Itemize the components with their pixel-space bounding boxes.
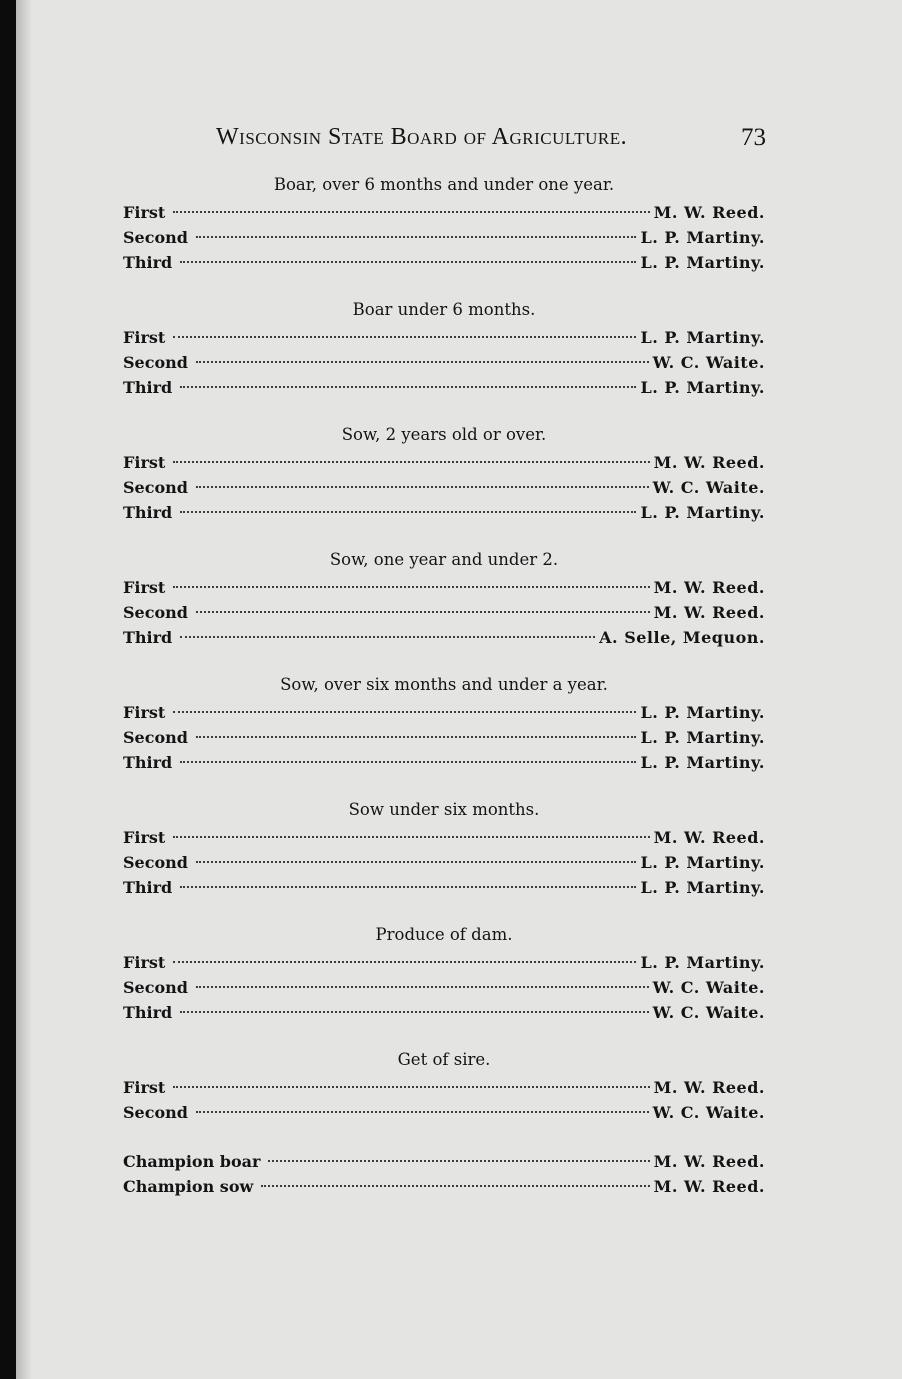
section-title: Produce of dam. bbox=[375, 925, 513, 944]
award-entry bbox=[123, 750, 765, 775]
premium-list bbox=[123, 174, 765, 1199]
dot-leader bbox=[173, 211, 649, 213]
award-place: Third bbox=[123, 1003, 173, 1022]
section-title: Get of sire. bbox=[397, 1050, 491, 1069]
award-entry bbox=[123, 825, 765, 850]
dot-leader bbox=[173, 336, 636, 338]
running-head-title: Wisconsin State Board of Agriculture. bbox=[216, 124, 628, 150]
award-place: First bbox=[123, 828, 166, 847]
award-entry bbox=[123, 500, 765, 525]
dot-leader bbox=[180, 386, 636, 388]
dot-leader bbox=[196, 611, 650, 613]
award-place: First bbox=[123, 953, 166, 972]
award-place: First bbox=[123, 453, 166, 472]
award-section bbox=[123, 674, 765, 775]
award-winner: L. P. Martiny. bbox=[640, 853, 765, 872]
award-place: Second bbox=[123, 603, 188, 622]
award-section bbox=[123, 299, 765, 400]
award-place: Second bbox=[123, 728, 188, 747]
award-place: First bbox=[123, 578, 166, 597]
award-entry bbox=[123, 700, 765, 725]
page-binding-edge bbox=[0, 0, 16, 1379]
award-entry bbox=[123, 600, 765, 625]
award-winner: M. W. Reed. bbox=[653, 828, 765, 847]
award-place: Third bbox=[123, 503, 173, 522]
award-entry bbox=[123, 1000, 765, 1025]
section-title: Sow, one year and under 2. bbox=[329, 550, 559, 569]
award-entry bbox=[123, 950, 765, 975]
section-title: Sow, over six months and under a year. bbox=[280, 675, 608, 694]
award-winner: L. P. Martiny. bbox=[640, 378, 765, 397]
champion-entry bbox=[123, 1149, 765, 1174]
dot-leader bbox=[173, 1086, 649, 1088]
dot-leader bbox=[196, 361, 649, 363]
dot-leader bbox=[196, 236, 636, 238]
champion-awards bbox=[123, 1149, 765, 1199]
section-title: Sow under six months. bbox=[348, 800, 540, 819]
dot-leader bbox=[196, 736, 636, 738]
award-place: First bbox=[123, 328, 166, 347]
award-entry bbox=[123, 450, 765, 475]
award-winner: W. C. Waite. bbox=[652, 978, 765, 997]
award-section bbox=[123, 174, 765, 275]
award-place: Third bbox=[123, 378, 173, 397]
award-place: Third bbox=[123, 753, 173, 772]
dot-leader bbox=[196, 486, 649, 488]
award-winner: L. P. Martiny. bbox=[640, 728, 765, 747]
dot-leader bbox=[268, 1160, 649, 1162]
dot-leader bbox=[180, 261, 636, 263]
dot-leader bbox=[173, 836, 649, 838]
award-entry bbox=[123, 250, 765, 275]
award-place: Second bbox=[123, 1103, 188, 1122]
award-place: Third bbox=[123, 878, 173, 897]
award-winner: M. W. Reed. bbox=[653, 1177, 765, 1196]
dot-leader bbox=[180, 636, 595, 638]
award-winner: M. W. Reed. bbox=[653, 1152, 765, 1171]
award-place: Second bbox=[123, 478, 188, 497]
award-place: Second bbox=[123, 978, 188, 997]
award-winner: W. C. Waite. bbox=[652, 1003, 765, 1022]
section-title: Boar, over 6 months and under one year. bbox=[273, 175, 615, 194]
dot-leader bbox=[180, 761, 636, 763]
section-title: Boar under 6 months. bbox=[352, 300, 536, 319]
award-winner: A. Selle, Mequon. bbox=[599, 628, 765, 647]
award-winner: L. P. Martiny. bbox=[640, 253, 765, 272]
award-section bbox=[123, 424, 765, 525]
award-entry bbox=[123, 1075, 765, 1100]
award-winner: L. P. Martiny. bbox=[640, 328, 765, 347]
award-winner: L. P. Martiny. bbox=[640, 878, 765, 897]
award-winner: M. W. Reed. bbox=[653, 1078, 765, 1097]
running-head bbox=[216, 124, 766, 158]
page-gutter-shadow bbox=[16, 0, 32, 1379]
dot-leader bbox=[196, 986, 649, 988]
award-place: Second bbox=[123, 853, 188, 872]
award-place: Second bbox=[123, 228, 188, 247]
award-winner: L. P. Martiny. bbox=[640, 753, 765, 772]
award-winner: M. W. Reed. bbox=[653, 578, 765, 597]
award-winner: L. P. Martiny. bbox=[640, 503, 765, 522]
dot-leader bbox=[180, 1011, 648, 1013]
award-winner: L. P. Martiny. bbox=[640, 953, 765, 972]
award-section bbox=[123, 799, 765, 900]
award-winner: M. W. Reed. bbox=[653, 603, 765, 622]
award-place: Third bbox=[123, 628, 173, 647]
section-title: Sow, 2 years old or over. bbox=[341, 425, 547, 444]
award-place: First bbox=[123, 703, 166, 722]
dot-leader bbox=[196, 861, 636, 863]
dot-leader bbox=[261, 1185, 649, 1187]
award-winner: M. W. Reed. bbox=[653, 453, 765, 472]
award-entry bbox=[123, 1100, 765, 1125]
award-entry bbox=[123, 350, 765, 375]
award-place: First bbox=[123, 203, 166, 222]
award-section bbox=[123, 924, 765, 1025]
award-winner: L. P. Martiny. bbox=[640, 228, 765, 247]
award-entry bbox=[123, 200, 765, 225]
dot-leader bbox=[173, 461, 649, 463]
award-winner: L. P. Martiny. bbox=[640, 703, 765, 722]
award-place: Third bbox=[123, 253, 173, 272]
dot-leader bbox=[173, 961, 636, 963]
award-entry bbox=[123, 975, 765, 1000]
award-entry bbox=[123, 475, 765, 500]
award-entry bbox=[123, 875, 765, 900]
award-section bbox=[123, 549, 765, 650]
award-place: Champion boar bbox=[123, 1152, 261, 1171]
dot-leader bbox=[180, 511, 636, 513]
award-section bbox=[123, 1049, 765, 1125]
award-winner: W. C. Waite. bbox=[652, 478, 765, 497]
award-entry bbox=[123, 575, 765, 600]
page-number: 73 bbox=[741, 124, 766, 151]
award-entry bbox=[123, 375, 765, 400]
award-entry bbox=[123, 850, 765, 875]
dot-leader bbox=[196, 1111, 649, 1113]
award-entry bbox=[123, 625, 765, 650]
award-place: Second bbox=[123, 353, 188, 372]
champion-entry bbox=[123, 1174, 765, 1199]
award-winner: W. C. Waite. bbox=[652, 1103, 765, 1122]
award-entry bbox=[123, 225, 765, 250]
award-entry bbox=[123, 725, 765, 750]
dot-leader bbox=[180, 886, 636, 888]
award-place: First bbox=[123, 1078, 166, 1097]
award-winner: M. W. Reed. bbox=[653, 203, 765, 222]
dot-leader bbox=[173, 586, 649, 588]
dot-leader bbox=[173, 711, 636, 713]
award-place: Champion sow bbox=[123, 1177, 254, 1196]
award-entry bbox=[123, 325, 765, 350]
award-winner: W. C. Waite. bbox=[652, 353, 765, 372]
